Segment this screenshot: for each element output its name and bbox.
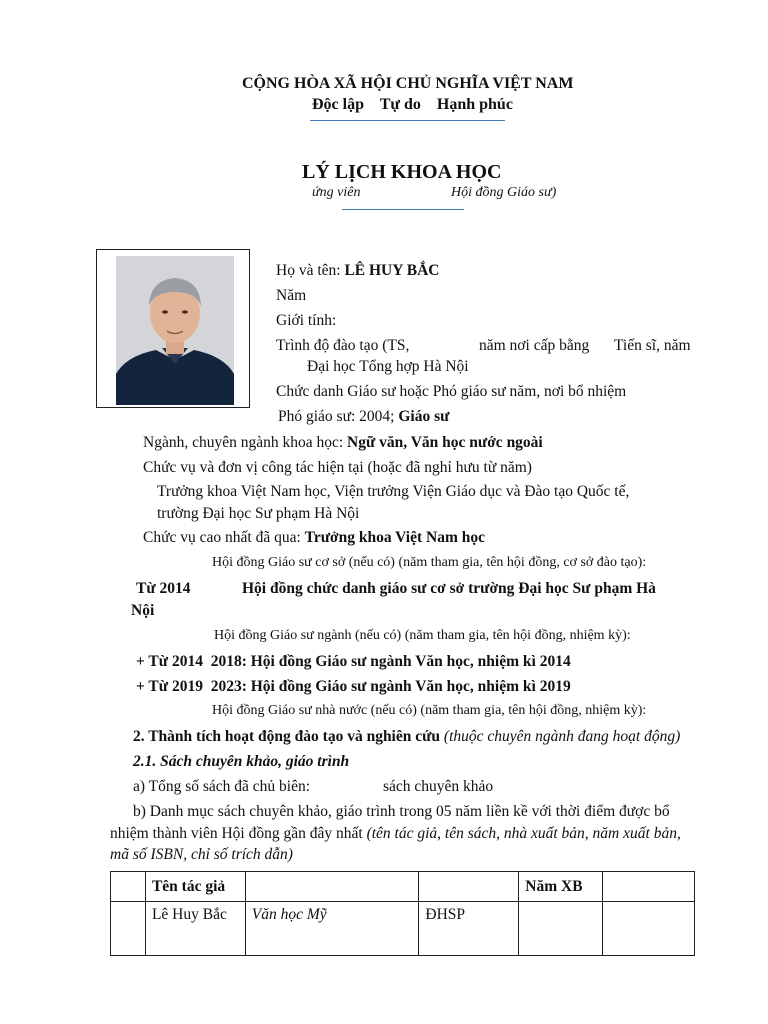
degree-institution: Đại học Tổng hợp Hà Nội bbox=[307, 358, 469, 375]
name-line bbox=[276, 262, 439, 280]
nation-header: CỘNG HÒA XÃ HỘI CHỦ NGHĨA VIỆT NAM bbox=[242, 75, 574, 92]
field-line bbox=[143, 434, 543, 452]
name-value: LÊ HUY BẮC bbox=[344, 262, 440, 279]
table-cell bbox=[111, 902, 146, 956]
council-base-year: Từ 2014 bbox=[136, 580, 191, 597]
motto: Độc lập Tự do Hạnh phúc bbox=[312, 96, 513, 113]
table-cell bbox=[519, 902, 603, 956]
degree-value: Tiến sĩ, năm bbox=[614, 337, 691, 354]
position-line-2: trường Đại học Sư phạm Hà Nội bbox=[157, 505, 360, 522]
title-sub-left: ứng viên bbox=[312, 185, 361, 200]
book-list-intro-1: b) Danh mục sách chuyên khảo, giáo trình trong 05 năm liền kề với thời điểm được bổ bbox=[133, 803, 670, 820]
position-line-1: Trưởng khoa Việt Nam học, Viện trưởng Viện Giáo dục và Đào tạo Quốc tế, bbox=[157, 483, 630, 500]
table-header-cell bbox=[419, 872, 519, 902]
title-sub-right: Hội đồng Giáo sư) bbox=[451, 185, 557, 200]
field-label: Ngành, chuyên ngành khoa học: bbox=[143, 434, 348, 451]
section-2-1-heading: 2.1. Sách chuyên khảo, giáo trình bbox=[133, 753, 350, 770]
council-state-label: Hội đồng Giáo sư nhà nước (nếu có) (năm tham gia, tên hội đồng, nhiệm kỳ): bbox=[212, 703, 647, 718]
books-table bbox=[110, 871, 695, 956]
table-cell-author: Lê Huy Bắc bbox=[145, 902, 245, 956]
table-cell-publisher: ĐHSP bbox=[419, 902, 519, 956]
degree-label: Trình độ đào tạo (TS, bbox=[276, 337, 410, 354]
council-field-label: Hội đồng Giáo sư ngành (nếu có) (năm tham gia, tên hội đồng, nhiệm kỳ): bbox=[214, 628, 631, 643]
highest-position-value: Trưởng khoa Việt Nam học bbox=[304, 529, 485, 546]
section-2-heading: 2. Thành tích hoạt động đào tạo và nghiên cứu (thuộc chuyên ngành đang hoạt động) bbox=[133, 728, 681, 745]
name-label: Họ và tên: bbox=[276, 262, 345, 279]
person-portrait-icon bbox=[116, 256, 234, 405]
degree-year-place: năm nơi cấp bằng bbox=[479, 337, 590, 354]
highest-position-label: Chức vụ cao nhất đã qua: bbox=[143, 529, 305, 546]
academic-title-value: Phó giáo sư: 2004; Giáo sư bbox=[278, 408, 450, 425]
table-header-year: Năm XB bbox=[519, 872, 603, 902]
table-cell-book-title: Văn học Mỹ bbox=[245, 902, 419, 956]
table-header-row bbox=[111, 872, 695, 902]
motto-underline bbox=[310, 120, 505, 121]
highest-position-line bbox=[143, 529, 485, 547]
council-base-label: Hội đồng Giáo sư cơ sở (nếu có) (năm tham gia, tên hội đồng, cơ sở đào tạo): bbox=[212, 555, 647, 570]
field-value: Ngữ văn, Văn học nước ngoài bbox=[347, 434, 543, 451]
gender-label: Giới tính: bbox=[276, 312, 337, 329]
council-field-item-2: + Từ 2019 2023: Hội đồng Giáo sư ngành Văn học, nhiệm kì 2019 bbox=[136, 678, 571, 695]
portrait-photo bbox=[116, 256, 234, 405]
table-cell bbox=[603, 902, 695, 956]
council-base-line-1: Hội đồng chức danh giáo sư cơ sở trường Đại học Sư phạm Hà bbox=[242, 580, 656, 597]
books-count-label: a) Tổng số sách đã chủ biên: bbox=[133, 778, 311, 795]
table-header-cell bbox=[245, 872, 419, 902]
document-title: LÝ LỊCH KHOA HỌC bbox=[302, 161, 502, 183]
books-count-value: sách chuyên khảo bbox=[383, 778, 494, 795]
book-list-intro-3: mã số ISBN, chỉ số trích dẫn) bbox=[110, 846, 293, 863]
table-row bbox=[111, 902, 695, 956]
council-base-line-2: Nội bbox=[131, 602, 155, 619]
table-header-cell bbox=[603, 872, 695, 902]
birth-year-label: Năm bbox=[276, 287, 307, 304]
council-field-item-1: + Từ 2014 2018: Hội đồng Giáo sư ngành Văn học, nhiệm kì 2014 bbox=[136, 653, 571, 670]
position-label: Chức vụ và đơn vị công tác hiện tại (hoặc đã nghỉ hưu từ năm) bbox=[143, 459, 532, 476]
title-underline bbox=[342, 209, 464, 210]
table-header-cell bbox=[111, 872, 146, 902]
academic-title-label: Chức danh Giáo sư hoặc Phó giáo sư năm, nơi bổ nhiệm bbox=[276, 383, 627, 400]
table-header-author: Tên tác giả bbox=[145, 872, 245, 902]
book-list-intro-2: nhiệm thành viên Hội đồng gần đây nhất (tên tác giả, tên sách, nhà xuất bản, năm xuất bản, bbox=[110, 825, 681, 842]
